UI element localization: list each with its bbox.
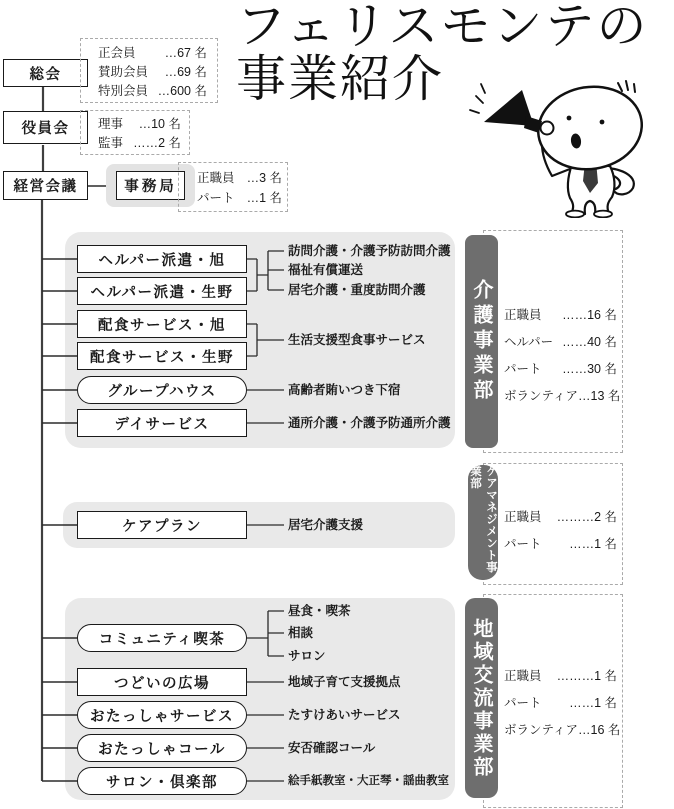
program-box-tsudoi-hiroba: つどいの広場 <box>77 668 247 696</box>
node-management-council <box>3 171 88 200</box>
node-secretariat <box>116 171 185 200</box>
program-box-helper-asahi: ヘルパー派遣・旭 <box>77 245 247 273</box>
program-box-helper-ikuno: ヘルパー派遣・生野 <box>77 277 247 305</box>
page-title-line1: フェリスモンテの <box>236 0 649 54</box>
program-box-salon-club: サロン・倶楽部 <box>77 767 247 795</box>
staff-row: パート …1 名 <box>197 191 282 205</box>
service-label: 絵手紙教室・大正琴・謡曲教室 <box>288 775 449 787</box>
staff-row: パート ……30 名 <box>504 362 617 376</box>
service-label: たすけあいサービス <box>288 708 401 722</box>
node-label: 総会 <box>29 66 62 83</box>
secretariat-staff-box <box>178 162 288 212</box>
service-label: 地域子育て支援拠点 <box>288 675 401 689</box>
section-bar-care: 介護事業部 <box>465 235 498 448</box>
program-box-meal-ikuno: 配食サービス・生野 <box>77 342 247 370</box>
program-box-otassha-call: おたっしゃコール <box>77 734 247 762</box>
member-row: 正会員 …67 名 <box>98 45 207 60</box>
member-row: 特別会員 …600 名 <box>98 83 207 98</box>
caremanagement-staff-box <box>483 463 623 585</box>
assembly-members-box <box>80 38 218 103</box>
member-row: 監事 ……2 名 <box>98 136 181 150</box>
program-box-group-house: グループハウス <box>77 376 247 404</box>
staff-row: 正職員 …3 名 <box>197 171 282 185</box>
program-box-meal-asahi: 配食サービス・旭 <box>77 310 247 338</box>
program-box-care-plan: ケアプラン <box>77 511 247 539</box>
staff-row: ヘルパー ……40 名 <box>504 335 617 349</box>
page-title-line2: 事業紹介 <box>236 51 444 107</box>
staff-row: パート ……1 名 <box>504 537 617 551</box>
service-label: 昼食・喫茶 <box>288 604 351 618</box>
board-members-box <box>80 110 190 155</box>
staff-row: 正職員 ……16 名 <box>504 308 617 322</box>
service-label: 相談 <box>288 626 314 640</box>
megaphone-icon <box>470 84 554 135</box>
node-board <box>3 111 88 144</box>
program-box-community-cafe: コミュニティ喫茶 <box>77 624 247 652</box>
service-label: 通所介護・介護予防通所介護 <box>288 416 451 430</box>
staff-row: 正職員 ………2 名 <box>504 510 617 524</box>
service-label: 生活支援型食事サービス <box>288 333 426 347</box>
staff-row: 正職員 ………1 名 <box>504 669 617 683</box>
service-label: 高齢者賄いつき下宿 <box>288 383 401 397</box>
service-label: 福祉有償運送 <box>288 263 364 277</box>
member-row: 賛助会員 …69 名 <box>98 64 207 79</box>
service-label: 居宅介護・重度訪問介護 <box>288 283 426 297</box>
node-general-assembly <box>3 59 88 87</box>
community-staff-box <box>483 594 623 808</box>
staff-row: パート ……1 名 <box>504 696 617 710</box>
program-box-otassha-service: おたっしゃサービス <box>77 701 247 729</box>
service-label: 安否確認コール <box>288 741 376 755</box>
member-row: 理事 …10 名 <box>98 117 181 131</box>
node-label: 経営会議 <box>13 179 78 195</box>
section-bar-caremanagement: ケアマネジメント事業部 <box>468 465 498 580</box>
service-label: サロン <box>288 649 326 663</box>
mascot-announcer-figure <box>468 76 674 218</box>
program-box-day-service: デイサービス <box>77 409 247 437</box>
staff-row: ボランティア …16 名 <box>504 723 621 737</box>
staff-row: ボランティア …13 名 <box>504 389 621 403</box>
service-label: 訪問介護・介護予防訪問介護 <box>288 244 451 258</box>
service-label: 居宅介護支援 <box>288 518 364 532</box>
section-bar-community: 地域交流事業部 <box>465 598 498 798</box>
node-label: 役員会 <box>21 121 70 137</box>
node-label: 事務局 <box>124 179 177 195</box>
care-staff-box <box>483 230 623 453</box>
